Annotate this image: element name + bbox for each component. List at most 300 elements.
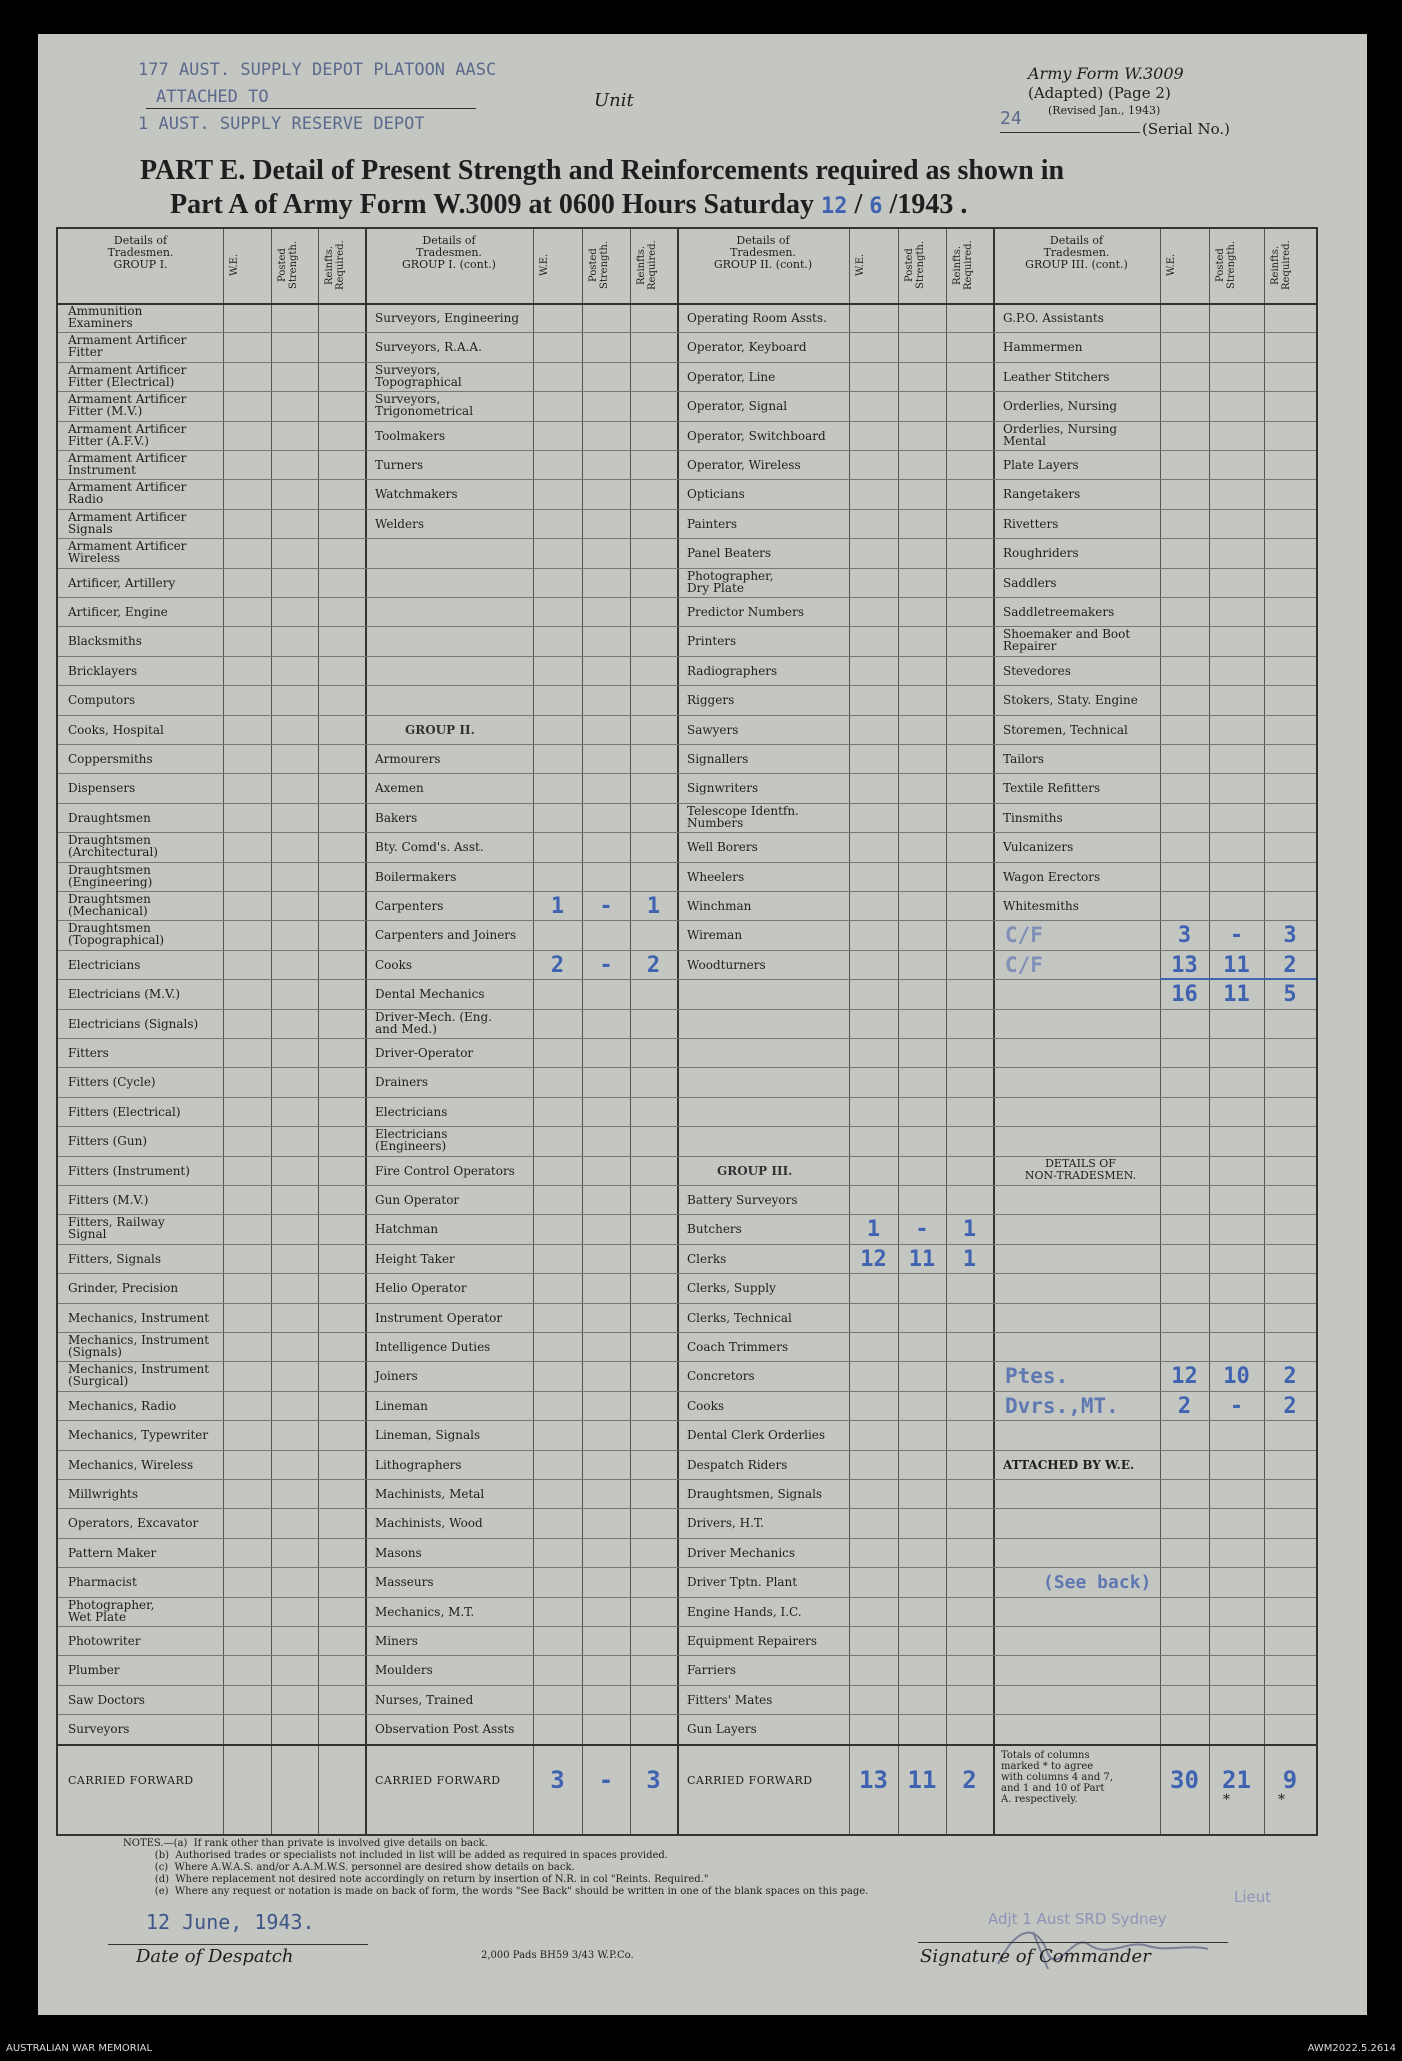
trade-label: Electricians <box>375 1104 448 1119</box>
trade-label: Draughtsmen (Mechanical) <box>68 892 151 918</box>
row-rule <box>58 362 1316 363</box>
row-rule <box>58 479 1316 480</box>
trade-label: Textile Refitters <box>1003 781 1101 796</box>
row-rule <box>58 450 1316 451</box>
unit-line-1: 177 AUST. SUPPLY DEPOT PLATOON AASC <box>138 60 497 80</box>
entry-value: 11 <box>908 1246 936 1272</box>
row-rule <box>58 1450 1316 1451</box>
col-line <box>946 229 947 1834</box>
trade-label: Tailors <box>1003 752 1045 766</box>
trade-label: Operating Room Assts. <box>687 311 827 325</box>
trade-label: Photographer, Wet Plate <box>68 1597 155 1624</box>
entry-value: - <box>599 952 613 978</box>
entry-label: Dvrs.,MT. <box>1005 1393 1119 1418</box>
entry-value: 3 <box>1283 923 1297 949</box>
trade-label: Instrument Operator <box>375 1310 503 1325</box>
trade-label: Rangetakers <box>1003 487 1081 502</box>
trade-label: Armament Artificer Fitter (A.F.V.) <box>68 421 187 448</box>
col-line <box>1209 229 1210 1834</box>
row-rule <box>58 538 1316 539</box>
row-rule <box>58 656 1316 657</box>
trade-label: Electricians <box>68 957 141 972</box>
row-rule <box>58 1273 1316 1274</box>
trade-label: Coppersmiths <box>68 752 153 766</box>
group-divider <box>993 229 995 1834</box>
entry-value: 1 <box>646 894 661 919</box>
trade-label: Fitters <box>68 1046 109 1060</box>
trade-label: Helio Operator <box>375 1281 467 1296</box>
row-rule <box>58 1714 1316 1715</box>
entry-value: - <box>599 894 613 919</box>
trade-label: Height Taker <box>375 1251 455 1266</box>
column-header-group: Details of Tradesmen. GROUP I. <box>107 234 174 271</box>
trade-label: Fitters' Mates <box>687 1692 773 1707</box>
trade-label: Dispensers <box>68 781 136 796</box>
entry-value: 10 <box>1223 1364 1250 1390</box>
trade-label: Driver Mechanics <box>687 1545 796 1560</box>
row-rule <box>58 1185 1316 1186</box>
trade-label: Mechanics, Instrument <box>68 1310 210 1325</box>
carried-forward-label: CARRIED FORWARD <box>375 1773 501 1787</box>
trade-label: Signallers <box>687 752 749 766</box>
column-header-posted: Posted Strength. <box>904 240 926 290</box>
trade-label: Grinder, Precision <box>68 1281 179 1296</box>
column-header-posted: Posted Strength. <box>1215 240 1237 290</box>
trade-label: Lineman <box>375 1398 428 1413</box>
date-year: 1943 <box>897 189 954 220</box>
trade-label: Telescope Identfn. Numbers <box>687 803 799 830</box>
entry-label: Ptes. <box>1005 1364 1069 1389</box>
trade-label: Riggers <box>687 693 735 708</box>
trade-label: Wireman <box>687 928 743 943</box>
trade-label: Mechanics, Wireless <box>68 1457 194 1472</box>
trade-label: Dental Mechanics <box>375 987 485 1002</box>
row-rule <box>58 1567 1316 1568</box>
trade-label: G.P.O. Assistants <box>1003 311 1104 325</box>
column-header-group: Details of Tradesmen. GROUP I. (cont.) <box>402 234 496 271</box>
row-rule <box>58 1508 1316 1509</box>
trade-label: Clerks, Supply <box>687 1281 776 1296</box>
trade-label: Armourers <box>375 752 441 766</box>
trade-label: Ammunition Examiners <box>68 304 143 330</box>
row-rule <box>58 744 1316 745</box>
trade-label: Millwrights <box>68 1487 139 1501</box>
trade-label: Axemen <box>375 781 424 796</box>
trade-label: Cooks <box>375 957 413 972</box>
row-rule <box>58 715 1316 716</box>
trade-label: Stevedores <box>1003 663 1071 678</box>
row-rule <box>58 1361 1316 1362</box>
entry-value: 12 <box>860 1246 887 1272</box>
trade-label: Sawyers <box>687 722 739 737</box>
trade-label: Bty. Comd's. Asst. <box>375 840 484 855</box>
trade-label: Toolmakers <box>375 428 446 443</box>
trade-label: Bricklayers <box>68 663 138 678</box>
column-header-we: W.E. <box>229 253 240 277</box>
entry-value: - <box>915 1217 929 1243</box>
row-rule <box>58 1420 1316 1421</box>
trade-label: Fitters (M.V.) <box>68 1193 149 1207</box>
trade-label: Carpenters and Joiners <box>375 928 517 943</box>
trade-label: Saddlers <box>1003 575 1057 590</box>
trade-label: Draughtsmen (Engineering) <box>68 862 153 889</box>
form-adapted: (Adapted) (Page 2) <box>1028 84 1171 102</box>
col-line <box>1264 229 1265 1834</box>
trade-label: Fitters, Railway Signal <box>68 1215 165 1242</box>
trade-label: Boilermakers <box>375 869 457 884</box>
trade-label: Clerks, Technical <box>687 1310 792 1325</box>
trade-label: Mechanics, Instrument (Signals) <box>68 1333 210 1359</box>
strength-table <box>56 227 1318 1836</box>
trade-label: Plate Layers <box>1003 458 1079 472</box>
row-rule <box>58 1126 1316 1127</box>
entry-value: 11 <box>1223 982 1250 1008</box>
entry-value: 2 <box>1283 1364 1297 1390</box>
form-page <box>38 34 1367 2015</box>
date-day: 12 <box>821 194 848 219</box>
entry-value: 1 <box>866 1217 881 1243</box>
trade-label: Drainers <box>375 1075 429 1090</box>
trade-label: Armament Artificer Wireless <box>68 539 187 566</box>
trade-label: Rivetters <box>1003 516 1059 531</box>
carried-forward-label: CARRIED FORWARD <box>687 1773 813 1787</box>
trade-label: Miners <box>375 1634 418 1648</box>
row-rule <box>58 1626 1316 1627</box>
trade-label: Fitters (Gun) <box>68 1134 148 1149</box>
row-rule <box>58 950 1316 951</box>
trade-label: Wagon Erectors <box>1003 869 1101 884</box>
trade-label: Armament Artificer Fitter <box>68 333 187 360</box>
entry-value: 1 <box>962 1246 977 1272</box>
trade-label: Electricians (Engineers) <box>375 1127 448 1154</box>
entry-value: - <box>1229 1393 1244 1419</box>
trade-label: Draughtsmen (Topographical) <box>68 921 165 948</box>
serial-underline <box>1000 132 1140 133</box>
group-divider <box>365 229 367 1834</box>
trade-label: Operator, Wireless <box>687 458 801 472</box>
trade-label: Operator, Switchboard <box>687 428 826 443</box>
entry-value: 2 <box>1283 1393 1297 1419</box>
trade-label: Plumber <box>68 1663 120 1678</box>
trade-label: Machinists, Wood <box>375 1516 483 1531</box>
column-header-posted: Posted Strength. <box>277 240 299 290</box>
serial-value: 24 <box>1000 108 1022 129</box>
trade-label: Draughtsmen (Architectural) <box>68 833 158 860</box>
trade-label: Hammermen <box>1003 340 1083 355</box>
col-line <box>582 229 583 1834</box>
entry-value: 1 <box>962 1217 977 1243</box>
trade-label: Surveyors, R.A.A. <box>375 340 482 355</box>
total-star: * <box>1223 1791 1230 1808</box>
row-rule <box>58 773 1316 774</box>
trade-label: Winchman <box>687 899 752 913</box>
trade-label: ATTACHED BY W.E. <box>1003 1457 1135 1472</box>
carried-forward-value: 11 <box>907 1765 937 1794</box>
trade-label: Electricians (M.V.) <box>68 987 181 1002</box>
row-rule <box>58 1597 1316 1598</box>
see-back-note: (See back) <box>1043 1572 1152 1594</box>
trade-label: Printers <box>687 634 737 649</box>
archive-credit: AUSTRALIAN WAR MEMORIAL <box>6 2043 153 2054</box>
col-line <box>223 229 224 1834</box>
row-rule <box>58 1244 1316 1245</box>
trade-label: Butchers <box>687 1222 742 1237</box>
trade-label: GROUP II. <box>405 722 475 737</box>
row-rule <box>58 1156 1316 1157</box>
trade-label: Engine Hands, I.C. <box>687 1604 802 1619</box>
column-header-reinfts: Reinfts. Required. <box>324 240 346 290</box>
trade-label: Photographer, Dry Plate <box>687 568 774 595</box>
trade-label: Drivers, H.T. <box>687 1516 764 1531</box>
row-rule <box>58 1655 1316 1656</box>
trade-label: Joiners <box>375 1369 418 1384</box>
trade-label: Fire Control Operators <box>375 1163 515 1178</box>
carried-forward-value: 30 <box>1170 1765 1199 1794</box>
carried-forward-label: CARRIED FORWARD <box>68 1773 194 1787</box>
row-rule <box>58 1332 1316 1333</box>
trade-label: Intelligence Duties <box>375 1340 491 1354</box>
trade-label: Farriers <box>687 1663 736 1678</box>
unit-underline <box>146 108 476 109</box>
trade-label: Clerks <box>687 1251 727 1266</box>
despatch-underline <box>108 1944 368 1945</box>
trade-label: Moulders <box>375 1663 433 1678</box>
trade-label: Cooks, Hospital <box>68 722 164 737</box>
row-rule <box>58 1067 1316 1068</box>
row-rule <box>58 1303 1316 1304</box>
carried-forward-value: - <box>598 1765 614 1794</box>
carried-forward-value: 2 <box>962 1765 977 1794</box>
carried-forward-rule <box>58 1744 1316 1746</box>
trade-label: Armament Artificer Fitter (Electrical) <box>68 362 187 389</box>
title-line-1: PART E. Detail of Present Strength and Reinforcements required as shown in <box>140 155 1065 186</box>
trade-label: Hatchman <box>375 1222 439 1237</box>
trade-label: GROUP III. <box>717 1163 793 1178</box>
row-rule <box>58 391 1316 392</box>
trade-label: Radiographers <box>687 663 778 678</box>
trade-label: Driver Tptn. Plant <box>687 1575 798 1590</box>
trade-label: Photowriter <box>68 1634 141 1648</box>
trade-label: Operator, Keyboard <box>687 340 807 355</box>
row-rule <box>58 979 1316 980</box>
trade-label: Shoemaker and Boot Repairer <box>1003 627 1131 654</box>
trade-label: Orderlies, Nursing Mental <box>1003 421 1118 448</box>
carried-forward-value: 3 <box>550 1765 565 1794</box>
trade-label: Concretors <box>687 1369 755 1384</box>
trade-label: Fitters (Cycle) <box>68 1075 156 1090</box>
col-line <box>630 229 631 1834</box>
trade-label: Orderlies, Nursing <box>1003 399 1118 414</box>
trade-label: Driver-Operator <box>375 1046 474 1060</box>
trade-label: Gun Layers <box>687 1722 757 1737</box>
row-rule <box>58 685 1316 686</box>
row-rule <box>58 332 1316 333</box>
trade-label: Coach Trimmers <box>687 1340 789 1354</box>
stamp-rank: Lieut <box>1234 1888 1272 1906</box>
row-rule <box>58 1097 1316 1098</box>
row-rule <box>58 597 1316 598</box>
entry-value: 3 <box>1177 923 1192 949</box>
carried-forward-value: 9 <box>1282 1765 1298 1794</box>
title-line-2: Part A of Army Form W.3009 at 0600 Hours Saturday 12 / 6 /1943 . <box>170 189 968 220</box>
trade-label: Lineman, Signals <box>375 1428 481 1443</box>
despatch-date: 12 June, 1943. <box>146 1910 315 1934</box>
trade-label: Despatch Riders <box>687 1457 788 1472</box>
entry-value: 13 <box>1171 952 1198 978</box>
group-divider <box>677 229 679 1834</box>
column-header-reinfts: Reinfts. Required. <box>1270 240 1292 290</box>
col-line <box>533 229 534 1834</box>
despatch-label: Date of Despatch <box>136 1946 294 1967</box>
trade-label: Masons <box>375 1545 422 1560</box>
trade-label: Vulcanizers <box>1003 840 1074 855</box>
row-rule <box>58 832 1316 833</box>
unit-line-2: ATTACHED TO <box>156 87 269 107</box>
column-header-we: W.E. <box>539 253 550 277</box>
trade-label: Fitters, Signals <box>68 1251 162 1266</box>
trade-label: Bakers <box>375 810 418 825</box>
trade-label: Driver-Mech. (Eng. and Med.) <box>375 1009 492 1036</box>
trade-label: Carpenters <box>375 899 444 913</box>
trade-label: Roughriders <box>1003 546 1079 561</box>
row-rule <box>58 1009 1316 1010</box>
unit-line-3: 1 AUST. SUPPLY RESERVE DEPOT <box>138 114 425 134</box>
trade-label: Woodturners <box>687 957 766 972</box>
row-rule <box>58 1538 1316 1539</box>
notes: NOTES.—(a) If rank other than private is involved give details on back. (b) Authorised trades or specialists not included in list will be added as required in spaces provided. (c) Where A.W.A.S. and/or A.A.M.W.S. personnel are desired show details on back. (d) Where replacement not desired note accordingly on return by insertion of N.R. in col "Reints. Required." (e) Where any request or notation is made on back of form, the words "See Back" should be written in one of the blank spaces on this page. <box>123 1838 869 1897</box>
entry-label: C/F <box>1005 923 1043 948</box>
trade-label: Mechanics, M.T. <box>375 1604 475 1619</box>
trade-label: Battery Surveyors <box>687 1193 798 1207</box>
column-header-we: W.E. <box>1166 253 1177 277</box>
trade-label: Mechanics, Typewriter <box>68 1428 209 1443</box>
trade-label: Nurses, Trained <box>375 1692 474 1707</box>
entry-value: 2 <box>1283 952 1297 978</box>
trade-label: Equipment Repairers <box>687 1634 818 1648</box>
date-month: 6 <box>869 194 883 219</box>
trade-label: Armament Artificer Radio <box>68 480 187 507</box>
trade-label: Operator, Signal <box>687 399 788 414</box>
trade-label: Masseurs <box>375 1575 434 1590</box>
col-line <box>1160 229 1161 1834</box>
row-rule <box>58 1214 1316 1215</box>
row-rule <box>58 1038 1316 1039</box>
trade-label: DETAILS OF NON-TRADESMEN. <box>1024 1156 1137 1182</box>
trade-label: Panel Beaters <box>687 546 772 561</box>
trade-label: Turners <box>375 458 424 472</box>
page-title <box>140 154 1064 224</box>
trade-label: Machinists, Metal <box>375 1487 485 1501</box>
column-header-we: W.E. <box>855 253 866 277</box>
row-rule <box>58 1479 1316 1480</box>
trade-label: Surveyors, Engineering <box>375 311 520 325</box>
trade-label: Observation Post Assts <box>375 1722 515 1737</box>
trade-label: Opticians <box>687 487 745 502</box>
trade-label: Predictor Numbers <box>687 605 805 619</box>
trade-label: Dental Clerk Orderlies <box>687 1428 826 1443</box>
total-star: * <box>1278 1791 1285 1808</box>
col-line <box>318 229 319 1834</box>
trade-label: Saw Doctors <box>68 1692 145 1707</box>
entry-value: 16 <box>1171 982 1198 1008</box>
carried-forward-value: 13 <box>859 1765 888 1794</box>
carried-forward-value: 21 <box>1222 1765 1251 1794</box>
title-line-2-text: Part A of Army Form W.3009 at 0600 Hours Saturday <box>170 189 814 220</box>
entry-value: 12 <box>1171 1364 1198 1390</box>
trade-label: Whitesmiths <box>1003 899 1079 913</box>
trade-label: Computors <box>68 693 136 708</box>
entry-value: 2 <box>1177 1393 1192 1419</box>
trade-label: Pattern Maker <box>68 1545 157 1560</box>
signature-label: Signature of Commander <box>920 1946 1151 1967</box>
form-number: Army Form W.3009 <box>1028 64 1184 83</box>
trade-label: Cooks <box>687 1398 725 1413</box>
totals-note: Totals of columns marked * to agree with columns 4 and 7, and 1 and 10 of Part A. respectively. <box>1001 1749 1113 1805</box>
trade-label: Artificer, Engine <box>68 605 168 619</box>
trade-label: Electricians (Signals) <box>68 1016 199 1031</box>
trade-label: Armament Artificer Instrument <box>68 451 187 477</box>
entry-value: 2 <box>550 952 565 978</box>
trade-label: Wheelers <box>687 869 745 884</box>
trade-label: Storemen, Technical <box>1003 722 1128 737</box>
row-rule <box>58 1391 1316 1392</box>
trade-label: Fitters (Electrical) <box>68 1104 181 1119</box>
trade-label: Operator, Line <box>687 369 776 384</box>
trade-label: Signwriters <box>687 781 759 796</box>
trade-label: Surveyors, Trigonometrical <box>375 392 474 419</box>
form-revised: (Revised Jan., 1943) <box>1048 104 1161 117</box>
carried-forward-value: 3 <box>646 1765 661 1794</box>
col-line <box>271 229 272 1834</box>
row-rule <box>58 1685 1316 1686</box>
entry-value: - <box>1229 923 1244 949</box>
trade-label: Fitters (Instrument) <box>68 1163 190 1178</box>
row-rule <box>58 509 1316 510</box>
archive-accession: AWM2022.5.2614 <box>1307 2043 1396 2054</box>
trade-label: Lithographers <box>375 1457 462 1472</box>
row-rule <box>58 862 1316 863</box>
trade-label: Pharmacist <box>68 1575 137 1590</box>
trade-label: Armament Artificer Fitter (M.V.) <box>68 392 187 419</box>
entry-label: C/F <box>1005 952 1043 977</box>
entry-value: 11 <box>1223 952 1250 978</box>
trade-label: Surveyors <box>68 1722 130 1737</box>
stamp-unit: Adjt 1 Aust SRD Sydney <box>988 1910 1167 1928</box>
column-header-group: Details of Tradesmen. GROUP II. (cont.) <box>713 234 813 271</box>
serial-label: (Serial No.) <box>1142 120 1230 138</box>
trade-label: Welders <box>375 516 424 531</box>
column-header-group: Details of Tradesmen. GROUP III. (cont.) <box>1025 234 1128 271</box>
col-line <box>849 229 850 1834</box>
trade-label: Saddletreemakers <box>1003 605 1115 619</box>
trade-label: Stokers, Staty. Engine <box>1003 693 1138 708</box>
trade-label: Surveyors, Topographical <box>375 362 462 389</box>
trade-label: Well Borers <box>687 840 758 855</box>
trade-label: Mechanics, Instrument (Surgical) <box>68 1362 210 1389</box>
column-header-posted: Posted Strength. <box>588 240 610 290</box>
column-header-reinfts: Reinfts. Required. <box>636 240 658 290</box>
entry-value: 5 <box>1283 982 1297 1008</box>
trade-label: Gun Operator <box>375 1193 460 1207</box>
trade-label: Blacksmiths <box>68 634 142 649</box>
row-rule <box>58 421 1316 422</box>
trade-label: Artificer, Artillery <box>68 575 176 590</box>
trade-label: Mechanics, Radio <box>68 1398 177 1413</box>
signature-underline <box>918 1942 1228 1943</box>
trade-label: Draughtsmen <box>68 810 151 825</box>
trade-label: Tinsmiths <box>1003 810 1063 825</box>
sum-underline <box>1160 978 1316 980</box>
